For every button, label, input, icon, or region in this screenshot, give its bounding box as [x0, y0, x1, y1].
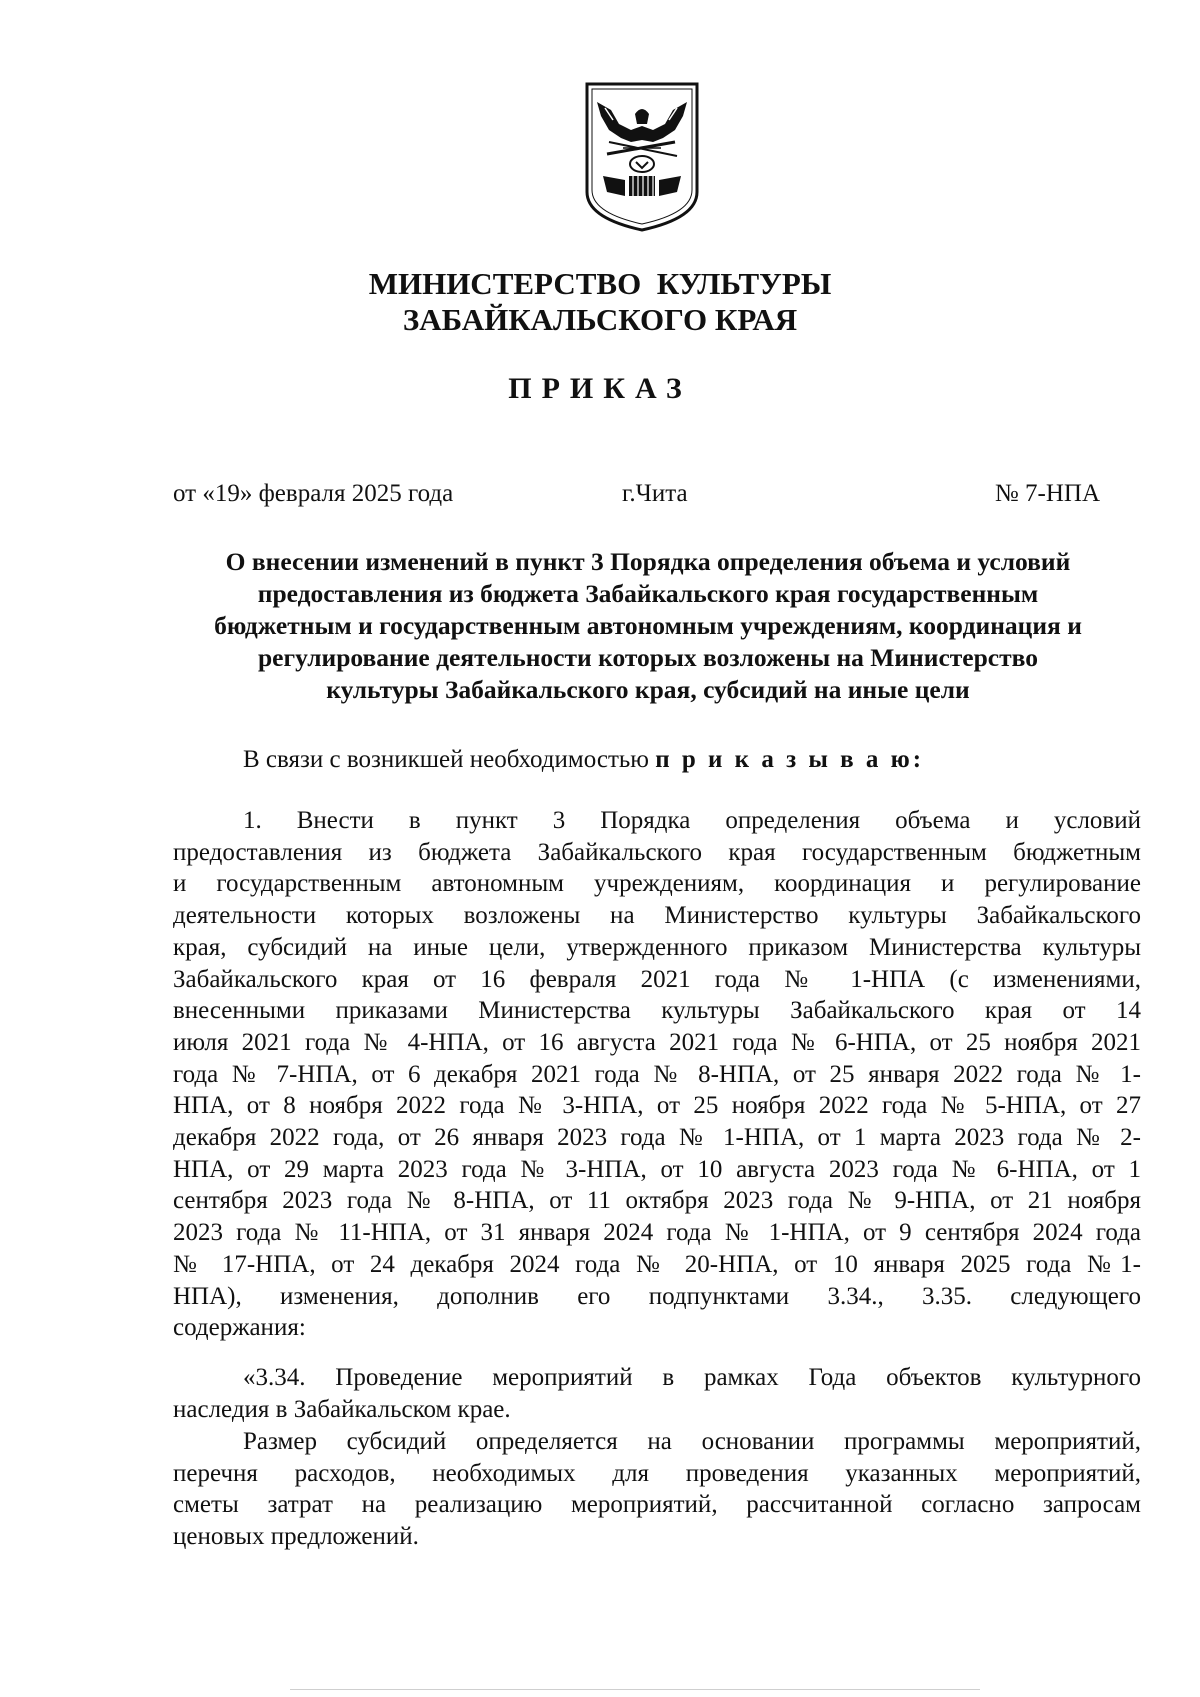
document-city: г.Чита: [622, 480, 688, 507]
paragraph-line: ценовых предложений.: [173, 1523, 419, 1551]
preamble-command: п р и к а з ы в а ю:: [655, 746, 925, 773]
document-date: от «19» февраля 2025 года: [173, 480, 454, 507]
scan-edge-divider: [290, 1689, 980, 1690]
paragraph-line: декабря 2022 года, от 26 января 2023 года № 1-НПА, от 1 марта 2023 года № 2-: [173, 1124, 1141, 1152]
paragraph-line: июля 2021 года № 4-НПА, от 16 августа 2021 года № 6-НПА, от 25 ноября 2021: [173, 1028, 1141, 1056]
title-line: культуры Забайкальского края, субсидий на иные цели: [326, 675, 970, 704]
paragraph-3: [173, 1426, 1141, 1553]
paragraph-line: 2023 года № 11-НПА, от 31 января 2024 года № 1-НПА, от 9 сентября 2024 года: [173, 1219, 1141, 1247]
document-title: [160, 546, 1136, 706]
paragraph-1: [173, 805, 1141, 1344]
document-type-heading: ПРИКАЗ: [508, 372, 692, 405]
paragraph-line: «3.34. Проведение мероприятий в рамках Года объектов культурного: [243, 1364, 1141, 1391]
paragraph-line: содержания:: [173, 1314, 306, 1342]
ministry-name-line1: МИНИСТЕРСТВО КУЛЬТУРЫ: [368, 266, 832, 301]
coat-of-arms-emblem: [583, 80, 701, 232]
paragraph-2: [173, 1362, 1141, 1425]
title-line: О внесении изменений в пункт 3 Порядка определения объема и условий: [225, 547, 1071, 576]
paragraph-line: НПА, от 8 ноября 2022 года № 3-НПА, от 25 ноября 2022 года № 5-НПА, от 27: [173, 1092, 1141, 1120]
paragraph-line: Забайкальского края от 16 февраля 2021 года № 1-НПА (с изменениями,: [173, 965, 1141, 993]
document-number: № 7-НПА: [994, 480, 1100, 507]
paragraph-line: и государственным автономным учреждениям, координация и регулирование: [173, 870, 1141, 898]
paragraph-line: наследия в Забайкальском крае.: [173, 1395, 511, 1423]
paragraph-line: внесенными приказами Министерства культуры Забайкальского края от 14: [173, 997, 1141, 1025]
paragraph-line: деятельности которых возложены на Министерство культуры Забайкальского: [173, 902, 1141, 930]
ministry-name-line2: ЗАБАЙКАЛЬСКОГО КРАЯ: [402, 302, 798, 337]
paragraph-line: сметы затрат на реализацию мероприятий, рассчитанной согласно запросам: [173, 1491, 1141, 1519]
ministry-name: [0, 266, 1200, 338]
title-line: регулирование деятельности которых возложены на Министерство: [258, 643, 1038, 672]
title-line: бюджетным и государственным автономным учреждениям, координация и: [214, 611, 1082, 640]
paragraph-line: края, субсидий на иные цели, утвержденного приказом Министерства культуры: [173, 933, 1141, 961]
paragraph-line: года № 7-НПА, от 6 декабря 2021 года № 8-НПА, от 25 января 2022 года № 1-: [173, 1060, 1141, 1088]
paragraph-line: предоставления из бюджета Забайкальского края государственным бюджетным: [173, 838, 1141, 866]
preamble: [243, 746, 924, 774]
paragraph-line: НПА), изменения, дополнив его подпунктами 3.34., 3.35. следующего: [173, 1282, 1141, 1310]
paragraph-line: 1. Внести в пункт 3 Порядка определения объема и условий: [243, 807, 1141, 834]
paragraph-line: перечня расходов, необходимых для проведения указанных мероприятий,: [173, 1459, 1141, 1487]
paragraph-line: Размер субсидий определяется на основании программы мероприятий,: [243, 1428, 1141, 1455]
title-line: предоставления из бюджета Забайкальского края государственным: [257, 579, 1039, 608]
preamble-text: В связи с возникшей необходимостью: [243, 746, 656, 773]
paragraph-line: № 17-НПА, от 24 декабря 2024 года № 20-НПА, от 10 января 2025 года №1-: [173, 1250, 1141, 1278]
paragraph-line: НПА, от 29 марта 2023 года № 3-НПА, от 10 августа 2023 года № 6-НПА, от 1: [173, 1155, 1141, 1183]
paragraph-line: сентября 2023 года № 8-НПА, от 11 октября 2023 года № 9-НПА, от 21 ноября: [173, 1187, 1141, 1215]
